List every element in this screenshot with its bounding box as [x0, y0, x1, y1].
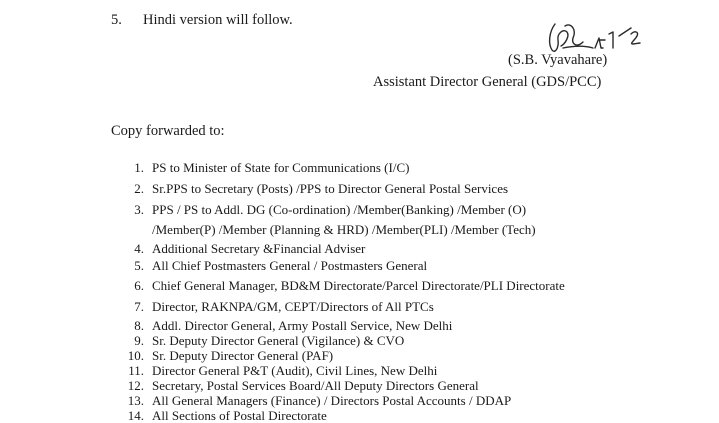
recipient-number: 6. [134, 278, 144, 293]
recipient-text: Chief General Manager, BD&M Directorate/Parcel Directorate/PLI Directorate [152, 278, 565, 293]
recipient-number: 10. [127, 348, 144, 363]
recipient-text: PS to Minister of State for Communications (I/C) [152, 160, 410, 175]
recipient-text-continuation: /Member(P) /Member (Planning & HRD) /Member(PLI) /Member (Tech) [152, 222, 536, 237]
recipient-text: Addl. Director General, Army Postall Service, New Delhi [152, 318, 453, 333]
recipient-text: PPS / PS to Addl. DG (Co-ordination) /Member(Banking) /Member (O) [152, 202, 527, 217]
recipient-number: 13. [127, 393, 144, 408]
recipient-text: All Sections of Postal Directorate [152, 408, 327, 423]
recipient-number: 9. [134, 333, 144, 348]
recipient-number: 8. [134, 318, 144, 333]
recipient-text: Sr. Deputy Director General (PAF) [152, 348, 334, 363]
signatory-name: (S.B. Vyavahare) [508, 52, 608, 68]
signatory-designation: Assistant Director General (GDS/PCC) [373, 74, 602, 90]
recipient-number: 4. [134, 241, 144, 256]
copy-forwarded-heading: Copy forwarded to: [111, 123, 225, 139]
recipient-text: Sr.PPS to Secretary (Posts) /PPS to Director General Postal Services [152, 181, 509, 196]
recipient-number: 12. [127, 378, 144, 393]
recipient-number: 2. [134, 181, 144, 196]
recipient-text: Director General P&T (Audit), Civil Lines, New Delhi [152, 363, 438, 378]
recipient-text: Sr. Deputy Director General (Vigilance) & CVO [152, 333, 405, 348]
recipient-text: Secretary, Postal Services Board/All Deputy Directors General [152, 378, 479, 393]
recipient-number: 1. [134, 160, 144, 175]
recipient-number: 7. [134, 299, 144, 314]
recipient-text: Director, RAKNPA/GM, CEPT/Directors of All PTCs [152, 299, 434, 314]
recipient-text: All General Managers (Finance) / Directors Postal Accounts / DDAP [152, 393, 512, 408]
point-text: Hindi version will follow. [143, 12, 293, 28]
point-number: 5. [111, 12, 122, 28]
recipient-text: All Chief Postmasters General / Postmasters General [152, 258, 428, 273]
recipient-text: Additional Secretary &Financial Adviser [152, 241, 366, 256]
recipient-number: 3. [134, 202, 144, 217]
recipient-number: 14. [127, 408, 144, 423]
recipient-number: 5. [134, 258, 144, 273]
recipient-number: 11. [128, 363, 144, 378]
